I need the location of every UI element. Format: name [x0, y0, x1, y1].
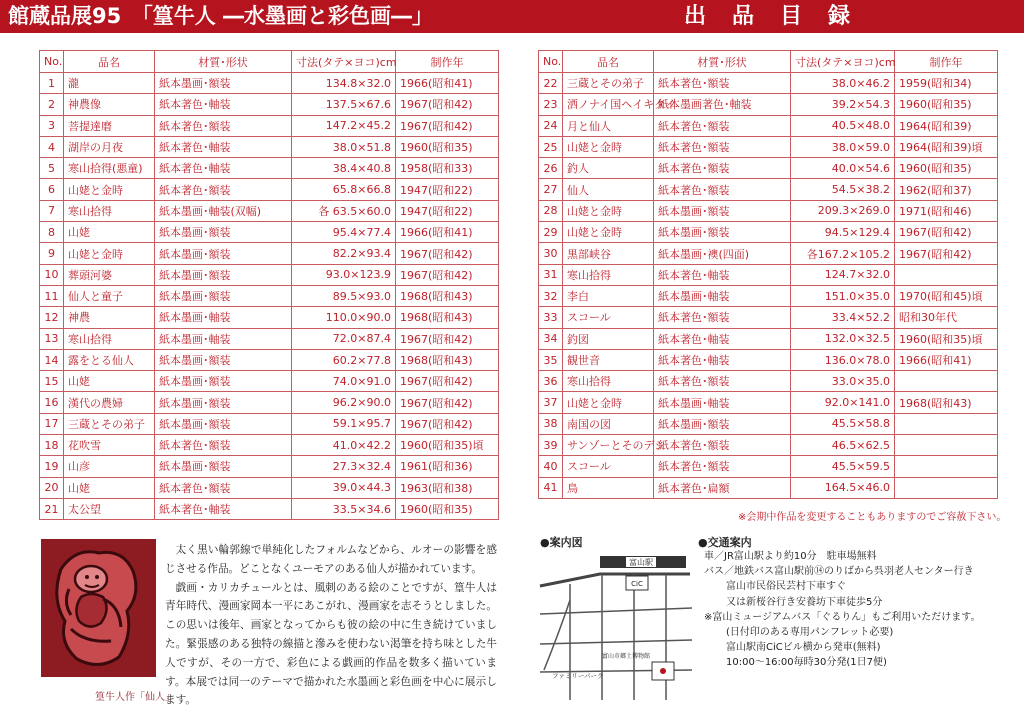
- cell-no: 4: [40, 136, 64, 157]
- table-row: [40, 328, 499, 349]
- cell-name: 寒山拾得: [64, 200, 155, 221]
- cell-no: 10: [40, 264, 64, 285]
- table-row: [40, 435, 499, 456]
- access-line: ※富山ミュージアムバス「ぐるりん」もご利用いただけます。: [704, 611, 981, 623]
- cell-year: [895, 371, 998, 392]
- cell-name: 寒山拾得: [563, 264, 654, 285]
- table-row: [40, 243, 499, 264]
- cell-year: 1960(昭和35)頃: [895, 328, 998, 349]
- cell-size: 96.2×90.0: [292, 392, 396, 413]
- cell-size: 124.7×32.0: [791, 264, 895, 285]
- col-no-header: No.: [539, 51, 563, 73]
- table-row: [40, 179, 499, 200]
- table-row: [40, 136, 499, 157]
- cell-year: 1960(昭和35): [895, 158, 998, 179]
- table-row: [40, 392, 499, 413]
- cell-name: 花吹雪: [64, 435, 155, 456]
- museum-marker: [660, 668, 666, 674]
- cell-no: 23: [539, 94, 563, 115]
- cell-size: 82.2×93.4: [292, 243, 396, 264]
- cell-year: 1966(昭和41): [895, 349, 998, 370]
- access-line: 車／JR富山駅より約10分 駐車場無料: [704, 551, 877, 562]
- cell-no: 8: [40, 222, 64, 243]
- cell-no: 3: [40, 115, 64, 136]
- cell-year: 1968(昭和43): [396, 307, 499, 328]
- cell-size: 92.0×141.0: [791, 392, 895, 413]
- cell-material: 紙本著色･軸装: [654, 349, 791, 370]
- cell-no: 17: [40, 413, 64, 434]
- cell-name: 仙人と童子: [64, 285, 155, 306]
- cell-material: 紙本著色･額装: [654, 73, 791, 94]
- cell-material: 紙本著色･額装: [155, 115, 292, 136]
- cell-material: 紙本墨画･額装: [155, 243, 292, 264]
- cell-material: 紙本墨画･軸装: [654, 392, 791, 413]
- col-name-header: 品名: [64, 51, 155, 73]
- cell-year: 1960(昭和35): [396, 136, 499, 157]
- cell-name: 山彦: [64, 456, 155, 477]
- table-row: [539, 477, 998, 498]
- access-line: 10:00～16:00毎時30分発(1日7便): [726, 657, 887, 669]
- cell-no: 11: [40, 285, 64, 306]
- table-row: [539, 94, 998, 115]
- cell-material: 紙本墨画･軸装: [155, 307, 292, 328]
- cell-name: 神農像: [64, 94, 155, 115]
- table-row: [40, 94, 499, 115]
- table-row: [539, 307, 998, 328]
- cell-year: [895, 456, 998, 477]
- cell-no: 2: [40, 94, 64, 115]
- cell-year: 1960(昭和35)頃: [396, 435, 499, 456]
- cell-name: 太公望: [64, 498, 155, 519]
- cell-year: 1967(昭和42): [396, 264, 499, 285]
- cell-no: 28: [539, 200, 563, 221]
- cell-material: 紙本著色･額装: [654, 136, 791, 157]
- cell-size: 151.0×35.0: [791, 285, 895, 306]
- cell-material: 紙本墨画･軸装: [155, 328, 292, 349]
- cell-size: 65.8×66.8: [292, 179, 396, 200]
- cell-material: 紙本墨画著色･軸装: [654, 94, 791, 115]
- cell-no: 34: [539, 328, 563, 349]
- col-material-header: 材質･形状: [155, 51, 292, 73]
- cell-no: 40: [539, 456, 563, 477]
- cell-size: 各167.2×105.2: [791, 243, 895, 264]
- cell-material: 紙本墨画･額装: [155, 456, 292, 477]
- table-row: [539, 392, 998, 413]
- cell-year: 1964(昭和39): [895, 115, 998, 136]
- cell-year: 1962(昭和37): [895, 179, 998, 200]
- cell-year: 1967(昭和42): [396, 328, 499, 349]
- table-row: [539, 456, 998, 477]
- cell-name: スコール: [563, 456, 654, 477]
- cell-name: 寒山拾得(悪童): [64, 158, 155, 179]
- cell-size: 59.1×95.7: [292, 413, 396, 434]
- cell-size: 72.0×87.4: [292, 328, 396, 349]
- cell-no: 27: [539, 179, 563, 200]
- cell-year: 1960(昭和35): [895, 94, 998, 115]
- cell-material: 紙本著色･額装: [155, 477, 292, 498]
- cell-size: 45.5×59.5: [791, 456, 895, 477]
- cell-material: 紙本墨画･額装: [155, 349, 292, 370]
- cell-name: 釣図: [563, 328, 654, 349]
- cell-year: 1947(昭和22): [396, 200, 499, 221]
- access-line: 又は新桜谷行き安養坊下車徒歩5分: [726, 596, 883, 608]
- cell-size: 164.5×46.0: [791, 477, 895, 498]
- cell-size: 110.0×90.0: [292, 307, 396, 328]
- cell-size: 134.8×32.0: [292, 73, 396, 94]
- map-title: ●案内図: [540, 536, 583, 549]
- cell-material: 紙本著色･額装: [654, 179, 791, 200]
- cell-year: 1967(昭和42): [396, 413, 499, 434]
- cell-material: 紙本墨画･軸装(双幅): [155, 200, 292, 221]
- cell-name: 洒ノナイ国ヘイキタイ: [563, 94, 654, 115]
- cell-no: 19: [40, 456, 64, 477]
- cell-material: 紙本著色･軸装: [155, 94, 292, 115]
- cell-size: 38.0×51.8: [292, 136, 396, 157]
- cell-size: 40.0×54.6: [791, 158, 895, 179]
- cell-material: 紙本著色･軸装: [155, 158, 292, 179]
- cell-no: 6: [40, 179, 64, 200]
- col-no-header: No.: [40, 51, 64, 73]
- cell-year: 1961(昭和36): [396, 456, 499, 477]
- cell-no: 31: [539, 264, 563, 285]
- cell-material: 紙本著色･軸装: [155, 498, 292, 519]
- table-row: [539, 349, 998, 370]
- table-row: [539, 243, 998, 264]
- cell-name: 月と仙人: [563, 115, 654, 136]
- cell-material: 紙本墨画･額装: [155, 73, 292, 94]
- cell-year: [895, 435, 998, 456]
- cic-label: CiC: [631, 580, 643, 588]
- cell-year: 昭和30年代: [895, 307, 998, 328]
- cell-no: 24: [539, 115, 563, 136]
- cell-name: 三蔵とその弟子: [64, 413, 155, 434]
- col-name-header: 品名: [563, 51, 654, 73]
- cell-no: 35: [539, 349, 563, 370]
- cell-material: 紙本墨画･軸装: [654, 285, 791, 306]
- cell-name: 菩提達磨: [64, 115, 155, 136]
- cell-size: 40.5×48.0: [791, 115, 895, 136]
- cell-name: 鳥: [563, 477, 654, 498]
- cell-material: 紙本墨画･額装: [155, 392, 292, 413]
- artwork-caption: 篁牛人作「仙人」: [95, 692, 175, 703]
- access-line: 富山市民俗民芸村下車すぐ: [726, 581, 846, 593]
- cell-no: 15: [40, 371, 64, 392]
- cell-name: 山姥と金時: [563, 222, 654, 243]
- cell-year: 1960(昭和35): [396, 498, 499, 519]
- cell-size: 209.3×269.0: [791, 200, 895, 221]
- cell-material: 紙本著色･軸装: [654, 264, 791, 285]
- cell-material: 紙本墨画･額装: [155, 222, 292, 243]
- cell-size: 39.2×54.3: [791, 94, 895, 115]
- cell-size: 33.0×35.0: [791, 371, 895, 392]
- cell-size: 132.0×32.5: [791, 328, 895, 349]
- cell-size: 94.5×129.4: [791, 222, 895, 243]
- table-row: [40, 115, 499, 136]
- cell-no: 7: [40, 200, 64, 221]
- cell-material: 紙本著色･額装: [155, 435, 292, 456]
- cell-name: 山姥と金時: [563, 200, 654, 221]
- cell-size: 45.5×58.8: [791, 413, 895, 434]
- table-row: [539, 222, 998, 243]
- cell-size: 38.4×40.8: [292, 158, 396, 179]
- cell-size: 各 63.5×60.0: [292, 200, 396, 221]
- cell-material: 紙本著色･扁額: [654, 477, 791, 498]
- cell-name: 山姥と金時: [64, 243, 155, 264]
- exhibition-title: 館蔵品展95 「篁牛人 ―水墨画と彩色画―」: [8, 4, 434, 28]
- cell-no: 33: [539, 307, 563, 328]
- cell-size: 46.5×62.5: [791, 435, 895, 456]
- access-line: バス／地鉄バス富山駅前⑭のりばから呉羽老人センター行き: [704, 566, 974, 578]
- table-row: [539, 200, 998, 221]
- cell-no: 1: [40, 73, 64, 94]
- cell-no: 20: [40, 477, 64, 498]
- cell-no: 25: [539, 136, 563, 157]
- cell-no: 9: [40, 243, 64, 264]
- cell-size: 38.0×59.0: [791, 136, 895, 157]
- catalog-table-right: [538, 50, 998, 499]
- cell-name: 瀧: [64, 73, 155, 94]
- cell-name: 黒部峡谷: [563, 243, 654, 264]
- cell-name: 湖岸の月夜: [64, 136, 155, 157]
- col-size-header: 寸法(タテ×ヨコ)cm: [292, 51, 396, 73]
- table-row: [40, 285, 499, 306]
- artwork-image: [41, 539, 156, 677]
- cell-size: 147.2×45.2: [292, 115, 396, 136]
- cell-year: 1964(昭和39)頃: [895, 136, 998, 157]
- cell-size: 27.3×32.4: [292, 456, 396, 477]
- cell-no: 29: [539, 222, 563, 243]
- table-row: [40, 158, 499, 179]
- cell-name: 葬頭河婆: [64, 264, 155, 285]
- cell-name: 山姥: [64, 222, 155, 243]
- cell-year: 1967(昭和42): [396, 243, 499, 264]
- cell-no: 22: [539, 73, 563, 94]
- cell-name: 三蔵とその弟子: [563, 73, 654, 94]
- col-year-header: 制作年: [895, 51, 998, 73]
- cell-size: 38.0×46.2: [791, 73, 895, 94]
- cell-year: 1963(昭和38): [396, 477, 499, 498]
- cell-material: 紙本著色･軸装: [155, 136, 292, 157]
- cell-name: 山姥と金時: [563, 392, 654, 413]
- cell-name: 神農: [64, 307, 155, 328]
- cell-material: 紙本墨画･襖(四面): [654, 243, 791, 264]
- family-park-label: ファミリーパーク: [552, 672, 604, 680]
- access-line: 富山駅南CiCビル横から発車(無料): [726, 642, 881, 654]
- cell-material: 紙本墨画･額装: [155, 285, 292, 306]
- cell-year: [895, 413, 998, 434]
- table-row: [40, 222, 499, 243]
- cell-no: 21: [40, 498, 64, 519]
- cell-size: 136.0×78.0: [791, 349, 895, 370]
- cell-material: 紙本墨画･額装: [654, 200, 791, 221]
- cell-size: 95.4×77.4: [292, 222, 396, 243]
- cell-size: 39.0×44.3: [292, 477, 396, 498]
- catalog-title: 出品目録: [684, 4, 877, 29]
- cell-material: 紙本著色･額装: [654, 435, 791, 456]
- table-header-row: [539, 51, 998, 73]
- table-row: [40, 349, 499, 370]
- cell-material: 紙本著色･軸装: [654, 328, 791, 349]
- cell-year: [895, 264, 998, 285]
- table-row: [539, 285, 998, 306]
- cell-size: 74.0×91.0: [292, 371, 396, 392]
- cell-year: 1967(昭和42): [895, 222, 998, 243]
- cell-year: 1967(昭和42): [396, 115, 499, 136]
- col-size-header: 寸法(タテ×ヨコ)cm: [791, 51, 895, 73]
- cell-year: 1959(昭和34): [895, 73, 998, 94]
- cell-size: 60.2×77.8: [292, 349, 396, 370]
- cell-size: 54.5×38.2: [791, 179, 895, 200]
- cell-year: 1947(昭和22): [396, 179, 499, 200]
- table-row: [40, 456, 499, 477]
- col-material-header: 材質･形状: [654, 51, 791, 73]
- cell-no: 16: [40, 392, 64, 413]
- exhibition-description: [165, 541, 497, 710]
- table-row: [40, 477, 499, 498]
- cell-material: 紙本著色･額装: [654, 115, 791, 136]
- cell-name: 漢代の農婦: [64, 392, 155, 413]
- cell-name: スコール: [563, 307, 654, 328]
- cell-size: 89.5×93.0: [292, 285, 396, 306]
- table-row: [539, 328, 998, 349]
- cell-no: 5: [40, 158, 64, 179]
- access-line: (日付印のある専用パンフレット必要): [726, 626, 894, 638]
- cell-material: 紙本著色･額装: [654, 456, 791, 477]
- table-row: [539, 264, 998, 285]
- cell-name: 山姥と金時: [563, 136, 654, 157]
- cell-name: 釣人: [563, 158, 654, 179]
- table-row: [539, 158, 998, 179]
- cell-no: 13: [40, 328, 64, 349]
- table-row: [539, 179, 998, 200]
- table-row: [539, 136, 998, 157]
- table-row: [539, 371, 998, 392]
- table-row: [40, 200, 499, 221]
- description-paragraph: 太く黒い輪郭線で単純化したフォルムなどから、ルオーの影響を感じさせる作品。どことなくユーモアのある仙人が描かれています。: [165, 544, 497, 575]
- cell-name: 仙人: [563, 179, 654, 200]
- cell-year: 1958(昭和33): [396, 158, 499, 179]
- table-row: [40, 264, 499, 285]
- station-label: 富山駅: [629, 558, 653, 567]
- table-row: [40, 371, 499, 392]
- cell-material: 紙本墨画･額装: [654, 413, 791, 434]
- cell-material: 紙本著色･額装: [654, 158, 791, 179]
- cell-no: 41: [539, 477, 563, 498]
- cell-material: 紙本墨画･額装: [155, 371, 292, 392]
- cell-size: 137.5×67.6: [292, 94, 396, 115]
- cell-year: 1968(昭和43): [895, 392, 998, 413]
- cell-year: 1968(昭和43): [396, 349, 499, 370]
- cell-year: 1967(昭和42): [396, 392, 499, 413]
- cell-year: 1967(昭和42): [396, 94, 499, 115]
- access-info: [704, 549, 980, 671]
- table-row: [40, 73, 499, 94]
- cell-material: 紙本著色･額装: [155, 179, 292, 200]
- cell-no: 18: [40, 435, 64, 456]
- cell-no: 37: [539, 392, 563, 413]
- change-notice: ※会期中作品を変更することもありますのでご容赦下さい。: [738, 512, 1007, 523]
- cell-size: 33.5×34.6: [292, 498, 396, 519]
- cell-no: 32: [539, 285, 563, 306]
- cell-no: 26: [539, 158, 563, 179]
- table-row: [40, 307, 499, 328]
- description-paragraph: 戯画・カリカチュールとは、風刺のある絵のことですが、篁牛人は青年時代、漫画家岡本一平にあこがれ、漫画家を志そうとしました。この思いは後年、画家となってからも彼の絵の中に生き続けていました。緊張感のある独特の線描と滲みを使わない渇筆を持ち味とした牛人ですが、その一方で、彩色による戯画的作品を数多く描いています。本展では同一のテーマで描かれた水墨画と彩色画を中心に展示します。: [165, 581, 497, 707]
- cell-material: 紙本墨画･額装: [654, 222, 791, 243]
- cell-name: 寒山拾得: [563, 371, 654, 392]
- cell-name: 李白: [563, 285, 654, 306]
- cell-name: 山姥: [64, 371, 155, 392]
- museum-label: 富山市郷土博物館: [602, 653, 651, 660]
- cell-name: 寒山拾得: [64, 328, 155, 349]
- cell-year: [895, 477, 998, 498]
- cell-material: 紙本著色･額装: [654, 307, 791, 328]
- table-row: [539, 413, 998, 434]
- table-row: [539, 435, 998, 456]
- cell-year: 1971(昭和46): [895, 200, 998, 221]
- cell-name: サンゾーとそのデシ: [563, 435, 654, 456]
- cell-no: 38: [539, 413, 563, 434]
- cell-no: 36: [539, 371, 563, 392]
- cell-material: 紙本墨画･額装: [155, 413, 292, 434]
- cell-year: 1968(昭和43): [396, 285, 499, 306]
- catalog-table-left: [39, 50, 499, 520]
- cell-size: 33.4×52.2: [791, 307, 895, 328]
- cell-year: 1967(昭和42): [396, 371, 499, 392]
- cell-name: 山姥: [64, 477, 155, 498]
- location-map: [540, 550, 692, 700]
- cell-year: 1970(昭和45)頃: [895, 285, 998, 306]
- table-row: [40, 498, 499, 519]
- table-row: [40, 413, 499, 434]
- cell-name: 山姥と金時: [64, 179, 155, 200]
- cell-no: 39: [539, 435, 563, 456]
- header-bar: [0, 0, 1024, 33]
- cell-material: 紙本著色･額装: [654, 371, 791, 392]
- cell-name: 露をとる仙人: [64, 349, 155, 370]
- cell-no: 30: [539, 243, 563, 264]
- table-header-row: [40, 51, 499, 73]
- table-row: [539, 73, 998, 94]
- access-title: ●交通案内: [698, 536, 752, 549]
- cell-year: 1967(昭和42): [895, 243, 998, 264]
- cell-name: 南国の図: [563, 413, 654, 434]
- cell-year: 1966(昭和41): [396, 222, 499, 243]
- cell-size: 93.0×123.9: [292, 264, 396, 285]
- cell-no: 12: [40, 307, 64, 328]
- cell-no: 14: [40, 349, 64, 370]
- cell-material: 紙本墨画･額装: [155, 264, 292, 285]
- cell-year: 1966(昭和41): [396, 73, 499, 94]
- col-year-header: 制作年: [396, 51, 499, 73]
- cell-size: 41.0×42.2: [292, 435, 396, 456]
- table-row: [539, 115, 998, 136]
- cell-name: 観世音: [563, 349, 654, 370]
